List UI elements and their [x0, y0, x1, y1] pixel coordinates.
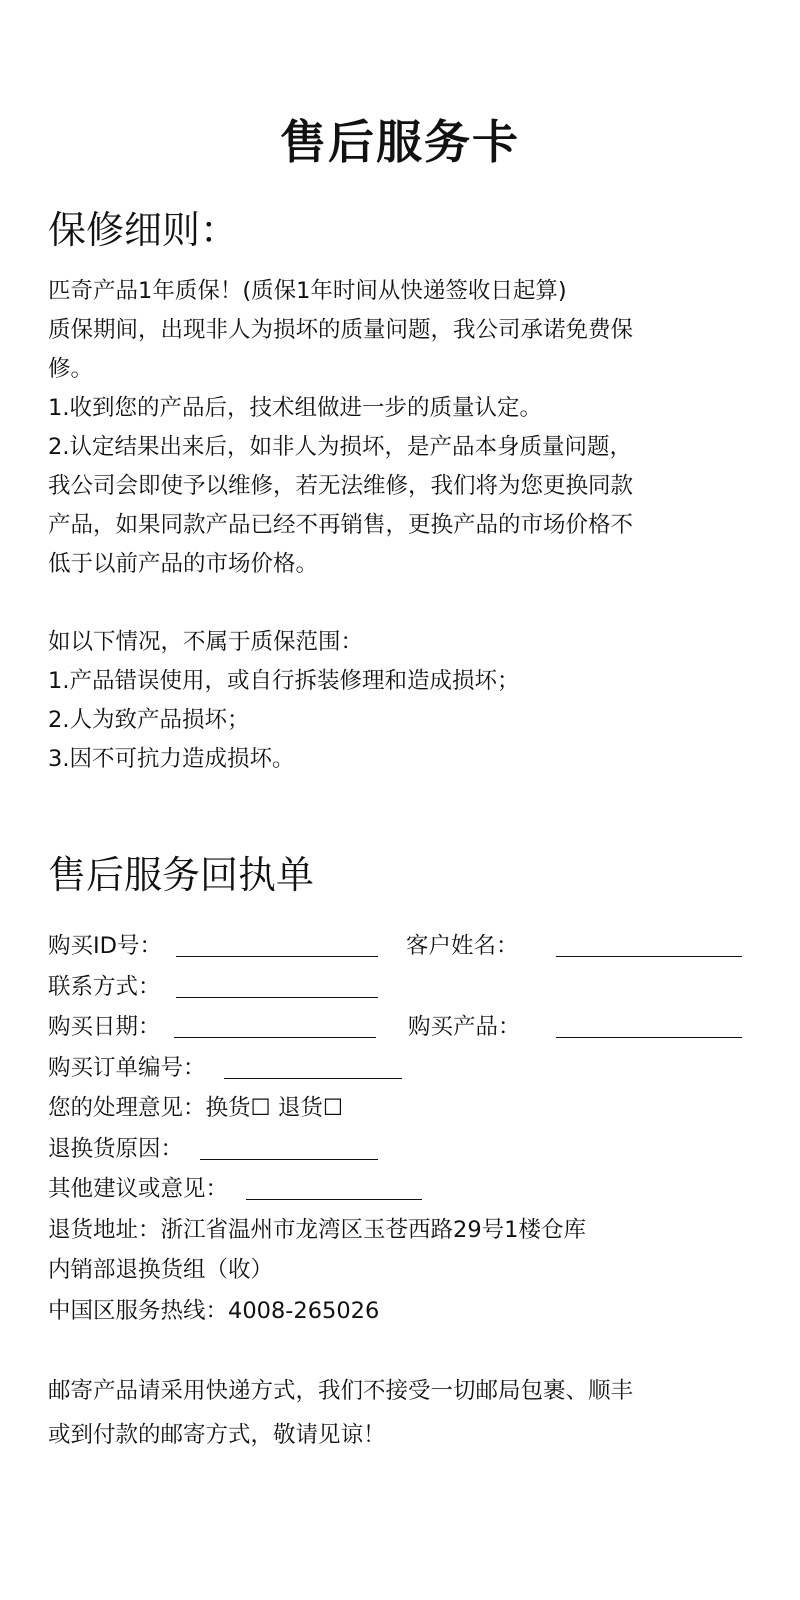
suggestion-field[interactable]	[246, 1199, 422, 1200]
notice-line: 或到付款的邮寄方式，敬请见谅！	[48, 1422, 386, 1448]
warranty-line: 修。	[48, 356, 94, 382]
return-address-row	[48, 1210, 768, 1251]
contact-row	[48, 967, 768, 1008]
purchase-id-label: 购买ID号：	[48, 933, 162, 959]
warranty-line: 2.认定结果出来后，如非人为损坏，是产品本身质量问题，	[48, 434, 632, 460]
warranty-line: 匹奇产品1年质保！(质保1年时间从快递签收日起算)	[48, 278, 567, 304]
purchase-product-field[interactable]	[556, 1037, 742, 1038]
return-address: 退货地址：浙江省温州市龙湾区玉苍西路29号1楼仓库	[48, 1216, 586, 1243]
exclusion-line: 如以下情况，不属于质保范围：	[48, 629, 364, 655]
customer-name-field[interactable]	[556, 956, 742, 957]
contact-field[interactable]	[176, 997, 378, 998]
reason-label: 退换货原因：	[48, 1135, 184, 1162]
order-number-field[interactable]	[224, 1078, 402, 1079]
shipping-notice	[48, 1369, 768, 1457]
order-number-row	[48, 1048, 768, 1089]
warranty-line: 我公司会即使予以维修，若无法维修，我们将为您更换同款	[48, 473, 634, 499]
exclusion-line: 2.人为致产品损坏；	[48, 707, 250, 733]
purchase-date-field[interactable]	[174, 1037, 376, 1038]
customer-name-label: 客户姓名：	[406, 933, 519, 959]
suggestion-label: 其他建议或意见：	[48, 1176, 229, 1202]
receipt-form	[48, 926, 768, 1331]
warranty-terms	[48, 272, 768, 779]
reason-row	[48, 1129, 768, 1170]
warranty-line: 低于以前产品的市场价格。	[48, 551, 319, 577]
purchase-date-row	[48, 1007, 768, 1048]
service-hotline: 中国区服务热线：4008-265026	[48, 1297, 380, 1324]
order-number-label: 购买订单编号：	[48, 1054, 206, 1081]
department: 内销部退换货组（收）	[48, 1257, 274, 1283]
department-row	[48, 1250, 768, 1291]
opinion-row	[48, 1088, 768, 1129]
warranty-heading: 保修细则：	[48, 208, 239, 252]
hotline-row	[48, 1291, 768, 1332]
warranty-line: 产品，如果同款产品已经不再销售，更换产品的市场价格不	[48, 512, 634, 538]
receipt-heading: 售后服务回执单	[48, 853, 315, 897]
purchase-product-label: 购买产品：	[408, 1014, 521, 1040]
warranty-line: 1.收到您的产品后，技术组做进一步的质量认定。	[48, 395, 542, 421]
notice-line: 邮寄产品请采用快递方式，我们不接受一切邮局包裹、顺丰	[48, 1378, 634, 1404]
purchase-date-label: 购买日期：	[48, 1014, 161, 1040]
reason-field[interactable]	[200, 1159, 378, 1160]
page-title: 售后服务卡	[280, 115, 520, 169]
exclusion-line: 3.因不可抗力造成损坏。	[48, 746, 295, 772]
exclusion-line: 1.产品错误使用，或自行拆装修理和造成损坏；	[48, 668, 520, 694]
suggestion-row	[48, 1169, 768, 1210]
contact-label: 联系方式：	[48, 973, 161, 1000]
purchase-id-field[interactable]	[176, 956, 378, 957]
purchase-id-row	[48, 926, 768, 967]
opinion-label[interactable]: 您的处理意见：换货☐ 退货☐	[48, 1095, 343, 1121]
warranty-line: 质保期间，出现非人为损坏的质量问题，我公司承诺免费保	[48, 317, 634, 343]
